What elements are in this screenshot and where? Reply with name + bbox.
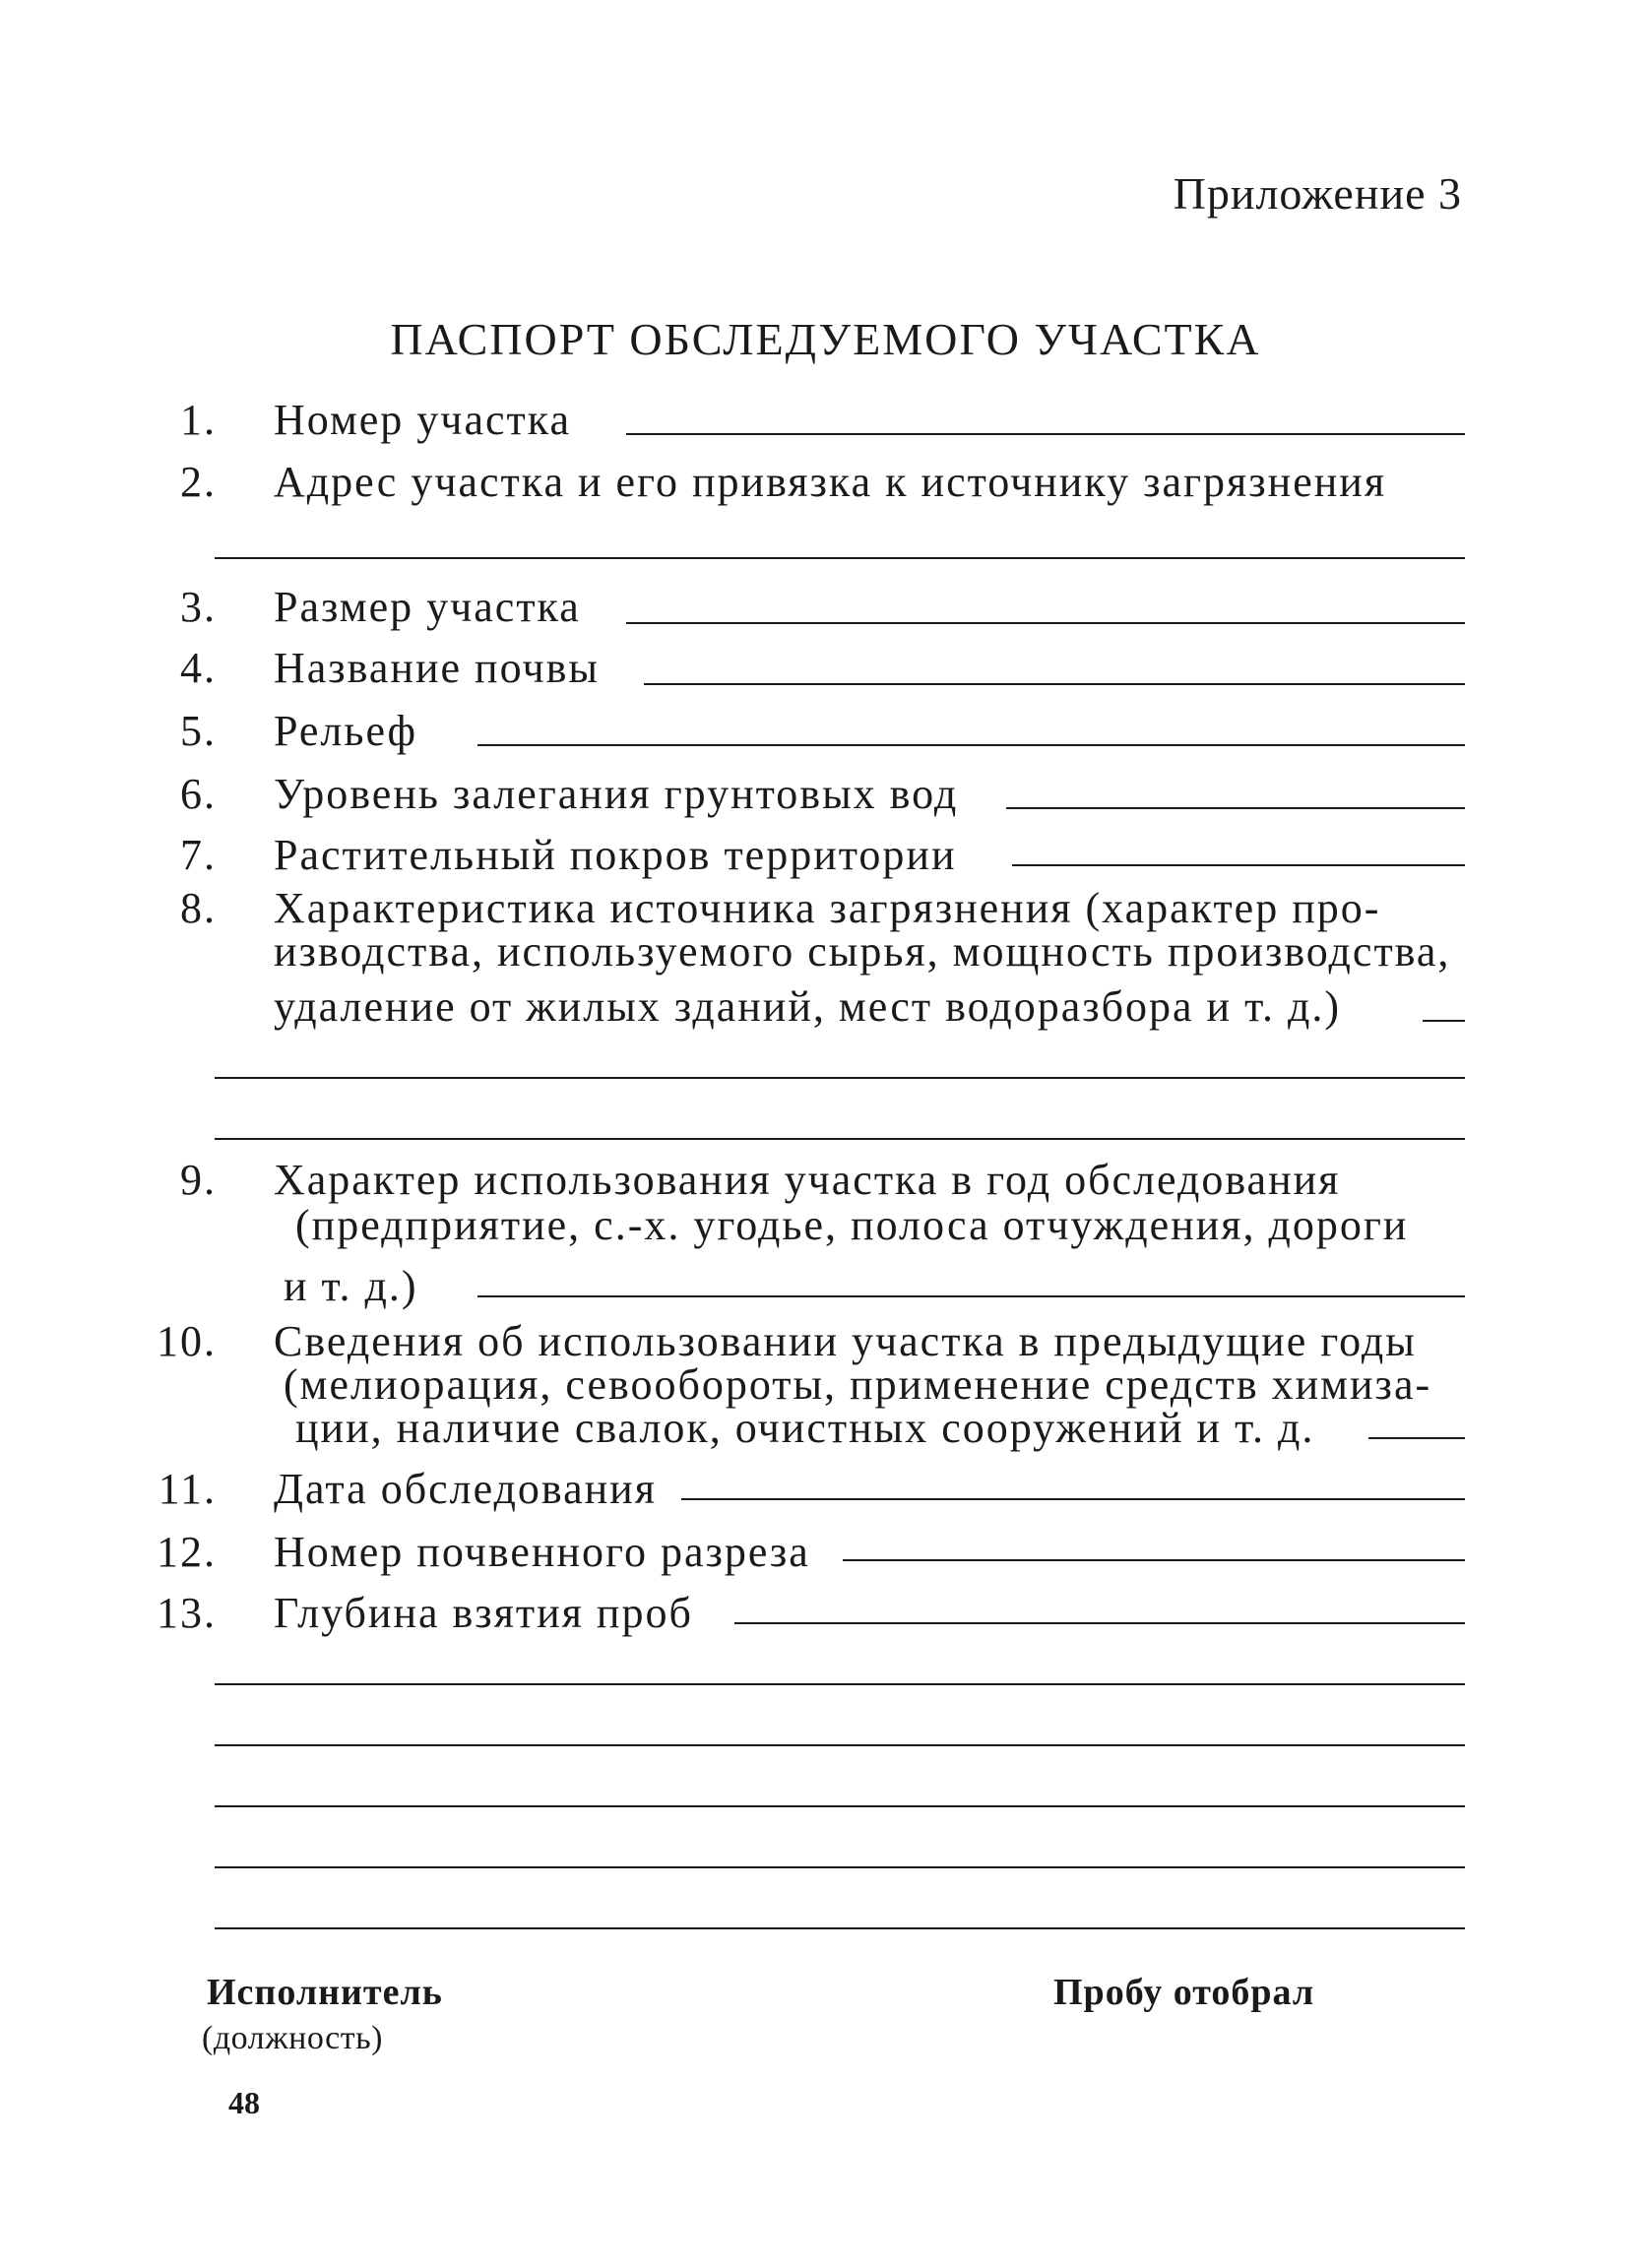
item-1-number: 1.: [180, 396, 217, 444]
blank-line[interactable]: [215, 1866, 1465, 1868]
item-8-line-1: Характеристика источника загрязнения (характер про-: [274, 884, 1381, 932]
item-9-fill-line[interactable]: [477, 1295, 1465, 1297]
item-7-number: 7.: [180, 831, 217, 879]
item-6-fill-line[interactable]: [1006, 807, 1465, 809]
item-10-line-2: (мелиорация, севообороты, применение средств химиза-: [284, 1360, 1432, 1409]
blank-line[interactable]: [215, 1927, 1465, 1929]
item-12-label: Номер почвенного разреза: [274, 1528, 810, 1576]
appendix-label: Приложение 3: [1173, 168, 1462, 219]
item-7-label: Растительный покров территории: [274, 831, 957, 879]
item-2-label: Адрес участка и его привязка к источнику загрязнения: [274, 458, 1387, 506]
item-11-number: 11.: [158, 1465, 217, 1513]
item-10-line-1: Сведения об использовании участка в предыдущие годы: [274, 1317, 1417, 1365]
sample-taken-label: Пробу отобрал: [1053, 1972, 1315, 2013]
item-9-number: 9.: [180, 1156, 217, 1204]
item-8-number: 8.: [180, 884, 217, 932]
item-3-fill-line[interactable]: [626, 622, 1465, 624]
item-8-fill-line-2[interactable]: [215, 1077, 1465, 1079]
item-6-number: 6.: [180, 770, 217, 818]
item-4-fill-line[interactable]: [644, 683, 1465, 685]
item-1-fill-line[interactable]: [626, 433, 1465, 435]
item-1-label: Номер участка: [274, 396, 571, 444]
item-3-label: Размер участка: [274, 583, 581, 631]
item-3-number: 3.: [180, 583, 217, 631]
item-8-line-3: удаление от жилых зданий, мест водоразбора и т. д.): [274, 982, 1342, 1031]
blank-line[interactable]: [215, 1744, 1465, 1746]
item-10-number: 10.: [157, 1317, 217, 1365]
item-5-fill-line[interactable]: [477, 744, 1465, 746]
item-10-fill-line[interactable]: [1368, 1437, 1465, 1439]
executor-label: Исполнитель: [207, 1972, 443, 2013]
item-5-label: Рельеф: [274, 707, 418, 755]
position-label: (должность): [202, 2020, 383, 2056]
item-12-number: 12.: [157, 1528, 217, 1576]
item-13-label: Глубина взятия проб: [274, 1589, 693, 1637]
item-4-label: Название почвы: [274, 644, 600, 692]
item-4-number: 4.: [180, 644, 217, 692]
blank-line[interactable]: [215, 1805, 1465, 1807]
item-2-fill-line[interactable]: [215, 557, 1465, 559]
item-7-fill-line[interactable]: [1012, 864, 1465, 866]
item-10-line-3: ции, наличие свалок, очистных сооружений и т. д.: [295, 1404, 1315, 1452]
item-12-fill-line[interactable]: [843, 1559, 1465, 1561]
item-9-line-2: (предприятие, с.-х. угодье, полоса отчуждения, дороги: [295, 1201, 1409, 1249]
item-8-line-2: изводства, используемого сырья, мощность производства,: [274, 927, 1451, 976]
item-13-number: 13.: [157, 1589, 217, 1637]
item-11-label: Дата обследования: [274, 1465, 657, 1513]
page-number: 48: [228, 2085, 260, 2120]
item-13-fill-line[interactable]: [734, 1622, 1465, 1624]
item-6-label: Уровень залегания грунтовых вод: [274, 770, 959, 818]
item-9-line-1: Характер использования участка в год обследования: [274, 1156, 1341, 1204]
page-title: ПАСПОРТ ОБСЛЕДУЕМОГО УЧАСТКА: [390, 314, 1261, 364]
item-9-line-3: и т. д.): [284, 1262, 418, 1310]
item-5-number: 5.: [180, 707, 217, 755]
item-2-number: 2.: [180, 458, 217, 506]
item-8-fill-line-3[interactable]: [215, 1138, 1465, 1140]
blank-line[interactable]: [215, 1683, 1465, 1685]
item-11-fill-line[interactable]: [681, 1498, 1465, 1500]
item-8-fill-line-inline[interactable]: [1423, 1020, 1465, 1022]
